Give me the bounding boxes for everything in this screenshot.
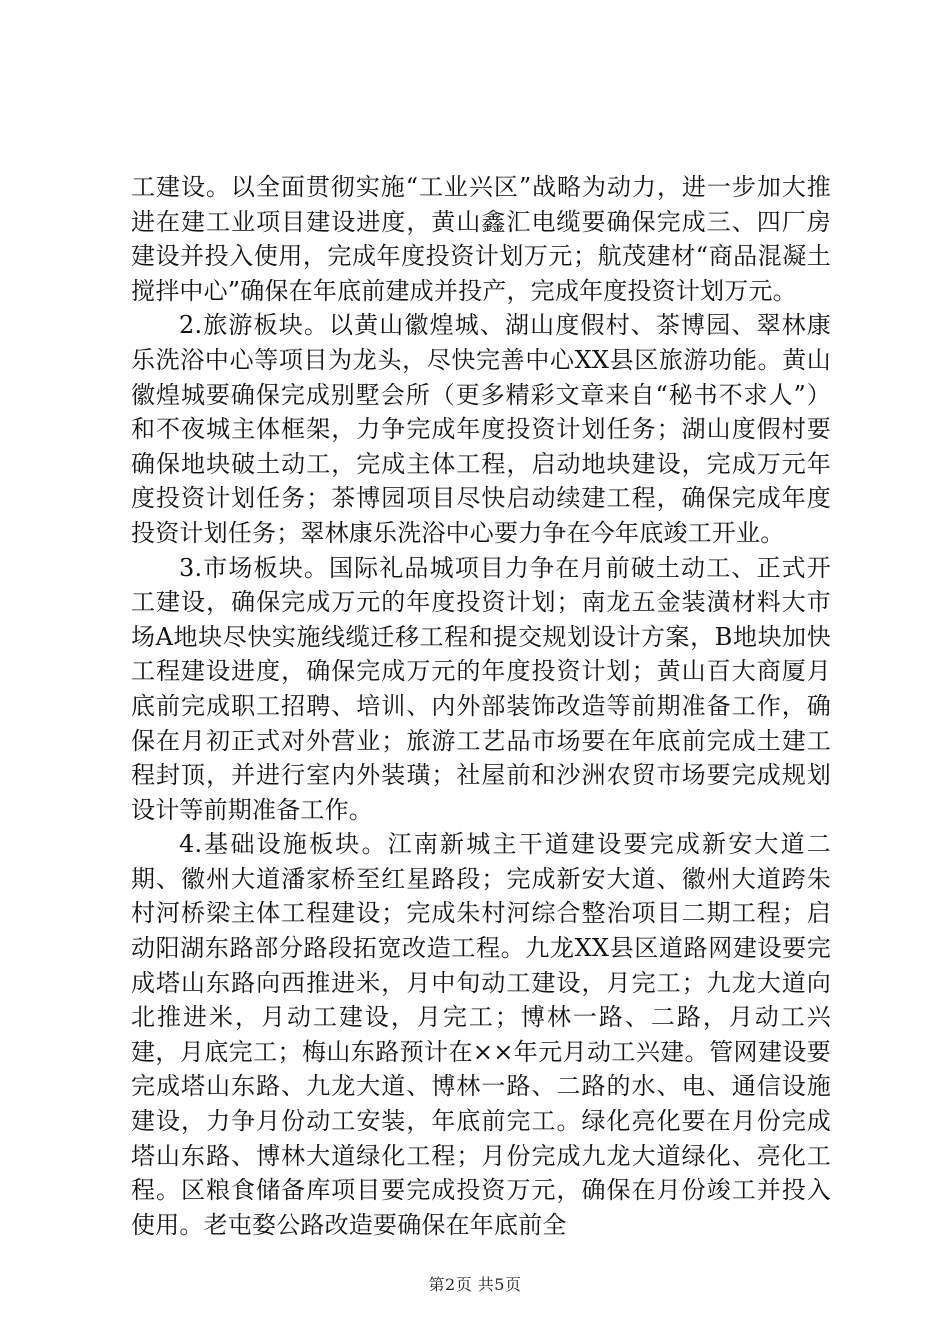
paragraph-tourism: 2.旅游板块。以黄山徽煌城、湖山度假村、茶博园、翠林康乐洗浴中心等项目为龙头，尽快完善中心XX县区旅游功能。黄山徽煌城要确保完成别墅会所（更多精彩文章来自“秘书不求人”）和不夜城主体框架，力争完成年度投资计划任务；湖山度假村要确保地块破土动工，完成主体工程，启动地块建设，完成万元年度投资计划任务；茶博园项目尽快启动续建工程，确保完成年度投资计划任务；翠林康乐洗浴中心要力争在今年底竣工开业。: [131, 311, 831, 547]
document-body: [131, 170, 831, 1242]
paragraph-market: 3.市场板块。国际礼品城项目力争在月前破土动工、正式开工建设，确保完成万元的年度投资计划；南龙五金装潢材料大市场A地块尽快实施线缆迁移工程和提交规划设计方案，B地块加快工程建设进度，确保完成万元的年度投资计划；黄山百大商厦月底前完成职工招聘、培训、内外部装饰改造等前期准备工作，确保在月初正式对外营业；旅游工艺品市场要在年底前完成土建工程封顶，并进行室内外装璜；社屋前和沙洲农贸市场要完成规划设计等前期准备工作。: [131, 553, 831, 824]
paragraph-infrastructure: 4.基础设施板块。江南新城主干道建设要完成新安大道二期、徽州大道潘家桥至红星路段；完成新安大道、徽州大道跨朱村河桥梁主体工程建设；完成朱村河综合整治项目二期工程；启动阳湖东路部分路段拓宽改造工程。九龙XX县区道路网建设要完成塔山东路向西推进米，月中旬动工建设，月完工；九龙大道向北推进米，月动工建设，月完工；博林一路、二路，月动工兴建，月底完工；梅山东路预计在××年元月动工兴建。管网建设要完成塔山东路、九龙大道、博林一路、二路的水、电、通信设施建设，力争月份动工安装，年底前完工。绿化亮化要在月份完成塔山东路、博林大道绿化工程；月份完成九龙大道绿化、亮化工程。区粮食储备库项目要完成投资万元，确保在月份竣工并投入使用。老屯婺公路改造要确保在年底前全: [131, 830, 831, 1239]
page-footer: 第2页 共5页: [428, 1275, 522, 1294]
paragraph-continuation: 工建设。以全面贯彻实施“工业兴区”战略为动力，进一步加大推进在建工业项目建设进度，黄山鑫汇电缆要确保完成三、四厂房建设并投入使用，完成年度投资计划万元；航茂建材“商品混凝土搅拌中心”确保在年底前建成并投产，完成年度投资计划万元。: [131, 173, 831, 305]
